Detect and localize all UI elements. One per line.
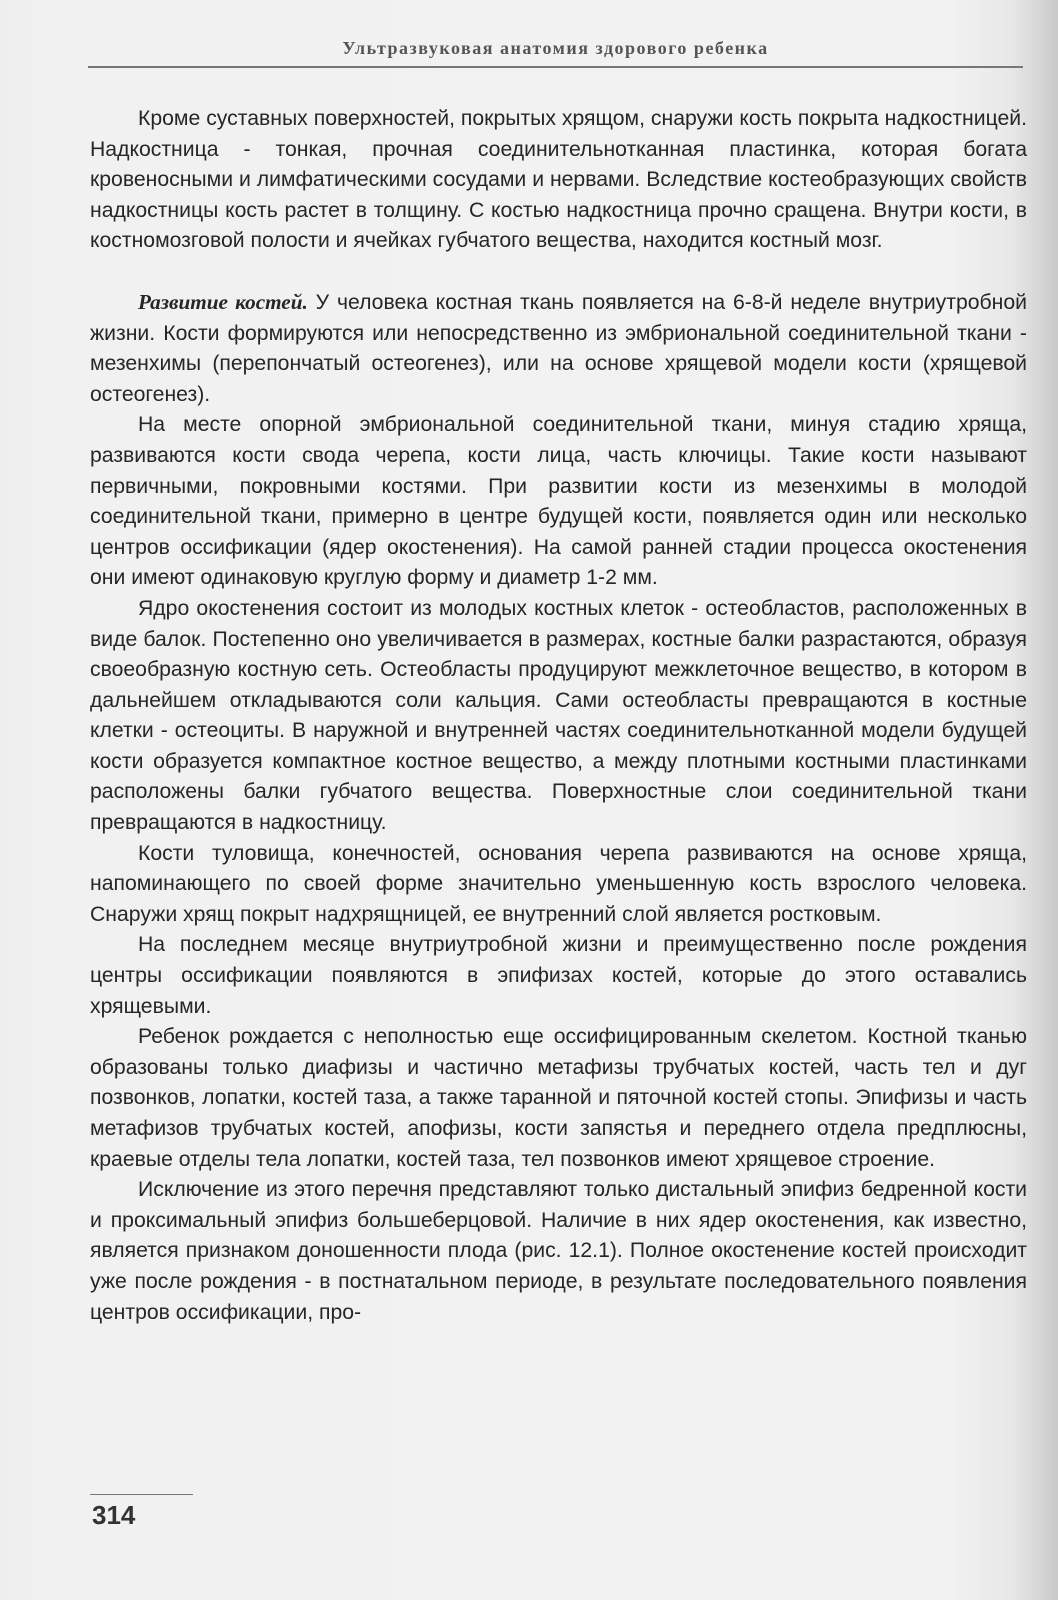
page-number: 314: [92, 1500, 136, 1530]
paragraph-newborn-skeleton: Ребенок рождается с неполностью еще оссифицированным скелетом. Костной тканью образованы только диафизы и частично метафизы трубчатых костей, часть тел и дуг позвонков, лопатки, костей таза, а также таранной и пяточной костей стопы. Эпифизы и часть метафизов трубчатых костей, апофизы, кости запястья и переднего отдела предплюсны, краевые отделы тела лопатки, костей таза, тел позвонков имеют хрящевое строение.: [90, 1025, 1027, 1171]
paragraph-bone-development: [90, 287, 1027, 410]
paragraph-periosteum: Кроме суставных поверхностей, покрытых хрящом, снаружи кость покрыта надкостницей. Надкостница - тонкая, прочная соединительнотканная пластинка, которая богата кровеносными и лимфатическими сосудами и нервами. Вследствие костеобразующих свойств надкостницы кость растет в толщину. С костью надкостница прочно сращена. Внутри кости, в костномозговой полости и ячейках губчатого вещества, находится костный мозг.: [90, 107, 1027, 253]
paragraph-primary-bones: На месте опорной эмбриональной соединительной ткани, минуя стадию хряща, развиваются кости свода черепа, кости лица, часть ключицы. Такие кости называют первичными, покровными костями. При развитии кости из мезенхимы в молодой соединительной ткани, примерно в центре будущей кости, появляется один или несколько центров оссификации (ядер окостенения). На самой ранней стадии процесса окостенения они имеют одинаковую круглую форму и диаметр 1-2 мм.: [90, 413, 1027, 590]
paragraph-cartilage-bones: Кости туловища, конечностей, основания черепа развиваются на основе хряща, напоминающего по своей форме значительно уменьшенную кость взрослого человека. Снаружи хрящ покрыт надхрящницей, ее внутренний слой является ростковым.: [90, 841, 1027, 926]
header-rule: [88, 66, 1023, 68]
paragraph-exception: Исключение из этого перечня представляют только дистальный эпифиз бедренной кости и проксимальный эпифиз большеберцовой. Наличие в них ядер окостенения, как известно, является признаком доношенности плода (рис. 12.1). Полное окостенение костей происходит уже после рождения - в постнатальном периоде, в результате последовательного появления центров оссификации, про-: [90, 1178, 1027, 1324]
paragraph-bone-development-text: У человека костная ткань появляется на 6-8-й неделе внутриутробной жизни. Кости формируются или непосредственно из эмбриональной соединительной ткани - мезенхимы (перепончатый остеогенез), или на основе хрящевой модели кости (хрящевой остеогенез).: [90, 290, 1028, 406]
body-text: [90, 104, 1027, 1328]
footer-rule: [90, 1494, 193, 1495]
running-header: Ультразвуковая анатомия здорового ребенка: [342, 38, 769, 58]
paragraph-ossification-nucleus: Ядро окостенения состоит из молодых костных клеток - остеобластов, расположенных в виде балок. Постепенно оно увеличивается в размерах, костные балки разрастаются, образуя своеобразную костную сеть. Остеобласты продуцируют межклеточное вещество, в котором в дальнейшем откладываются соли кальция. Сами остеобласты превращаются в костные клетки - остеоциты. В наружной и внутренней частях соединительнотканной модели будущей кости образуется компактное костное вещество, а между плотными костными пластинками расположены балки губчатого вещества. Поверхностные слои соединительной ткани превращаются в надкостницу.: [90, 596, 1027, 835]
run-in-heading: Развитие костей.: [138, 289, 308, 314]
paragraph-epiphyses: На последнем месяце внутриутробной жизни и преимущественно после рождения центры оссификации появляются в эпифизах костей, которые до этого оставались хрящевыми.: [90, 933, 1027, 1018]
